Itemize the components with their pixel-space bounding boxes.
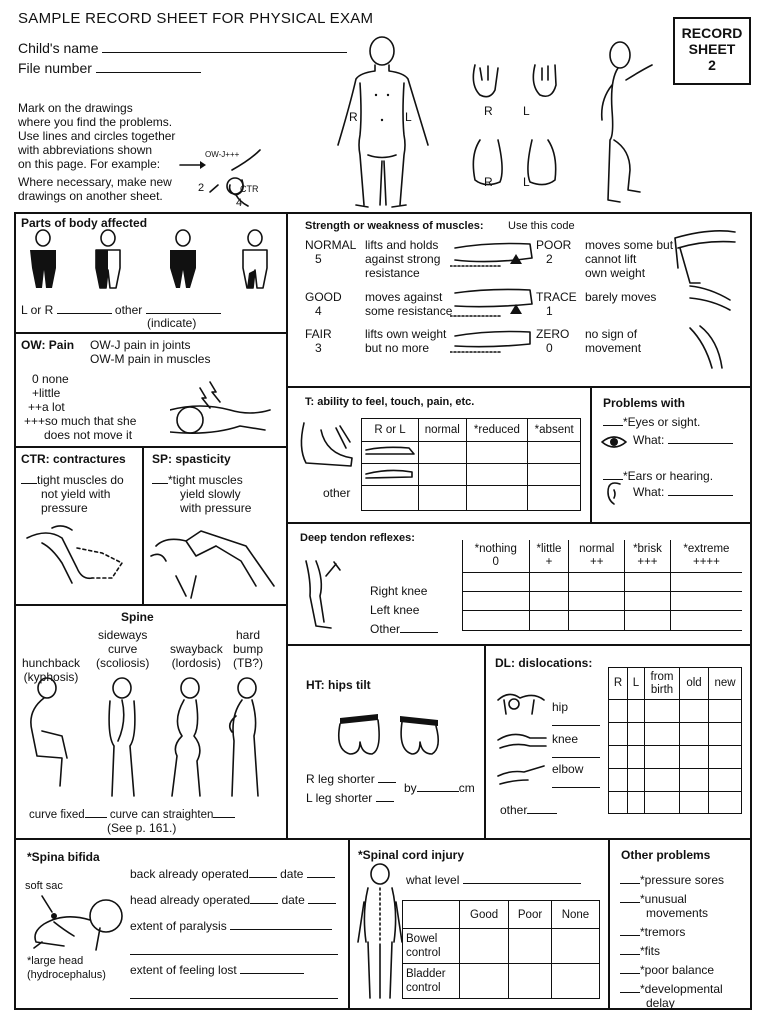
strength-good: GOOD 4 xyxy=(305,290,342,318)
page-title: SAMPLE RECORD SHEET FOR PHYSICAL EXAM xyxy=(18,10,374,27)
strength-normal: NORMAL 5 xyxy=(305,238,357,266)
example-two-label: 2 xyxy=(198,182,205,194)
feel-title: T: ability to feel, touch, pain, etc. xyxy=(305,396,475,408)
side-body-drawing xyxy=(580,40,670,210)
eyes-field[interactable]: *Eyes or sight. xyxy=(603,414,700,429)
sp-drawing xyxy=(146,516,286,600)
strength-fair: FAIR 3 xyxy=(305,327,332,355)
feeling-field[interactable]: extent of feeling lost xyxy=(130,962,338,999)
other-tremors: *tremors xyxy=(620,924,724,939)
dislocations-title: DL: dislocations: xyxy=(495,656,593,670)
hands-r-label: R xyxy=(484,104,493,118)
record-label: RECORD xyxy=(681,25,743,41)
strength-zero-desc: no sign of movement xyxy=(585,327,642,355)
instructions: Mark on the drawings where you find the problems. Use lines and circles together with abbreviations shown on this page. For example: Where necessary, make new drawings on another sheet. xyxy=(18,101,176,203)
spinal-cord-table: Good Poor None Bowel control Bladder control xyxy=(402,900,600,999)
record-sheet-badge xyxy=(673,17,751,85)
front-body-r-label: R xyxy=(349,110,358,124)
hips-by-field[interactable]: by cm xyxy=(404,781,475,795)
feet-r-label: R xyxy=(484,175,493,189)
eye-icon xyxy=(600,434,628,450)
pain-title: OW: Pain xyxy=(21,338,75,352)
parts-indicate-label: (indicate) xyxy=(147,316,197,330)
other-fits: *fits xyxy=(620,943,724,958)
dislocation-joints-drawing xyxy=(494,690,550,790)
strength-poor-desc: moves some but cannot lift own weight xyxy=(585,238,674,280)
strength-trace-desc: barely moves xyxy=(585,290,657,304)
hips-drawing xyxy=(330,710,450,760)
other-pressure-sores: *pressure sores xyxy=(620,872,724,887)
other-poor-balance: *poor balance xyxy=(620,962,724,977)
strength-good-desc: moves against some resistance xyxy=(365,290,453,318)
dl-knee-field[interactable]: knee xyxy=(552,732,600,758)
pain-knee-drawing xyxy=(170,380,280,442)
dislocations-table: R L from birth old new xyxy=(608,667,742,814)
sp-title: SP: spasticity xyxy=(152,452,231,466)
soft-sac-label: soft sac xyxy=(25,880,63,892)
spine-scoliosis-label: sideways curve (scoliosis) xyxy=(96,628,150,670)
spine-figures-drawing xyxy=(22,676,282,801)
strength-zero: ZERO 0 xyxy=(536,327,570,355)
other-problems-list[interactable]: *pressure sores *unusual movements *tremors *fits *poor balance *developmental delay xyxy=(620,872,724,1010)
example-owj-label: OW-J+++ xyxy=(205,150,240,159)
example-four-label: 4 xyxy=(236,197,243,209)
back-operated-field[interactable]: back already operated date xyxy=(130,866,335,881)
strength-leg-drawings xyxy=(450,228,740,378)
spine-curve-fields[interactable]: curve fixed curve can straighten xyxy=(29,806,235,821)
feel-table xyxy=(361,418,581,511)
spinal-cord-title: *Spinal cord injury xyxy=(358,848,465,862)
feet-l-label: L xyxy=(523,175,530,189)
file-number-field[interactable] xyxy=(18,60,201,76)
childs-name-label: Child's name xyxy=(18,40,99,56)
strength-code-label: Use this code xyxy=(508,220,575,232)
sp-desc[interactable]: *tight muscles yield slowly with pressure xyxy=(152,472,251,515)
dl-hip-field[interactable]: hip xyxy=(552,700,600,726)
dl-other-field[interactable]: other xyxy=(500,802,557,817)
example-ctr-label: CTR xyxy=(240,184,259,194)
sheet-number: 2 xyxy=(708,57,716,73)
ctr-title: CTR: contractures xyxy=(21,452,126,466)
reflex-left-knee: Left knee xyxy=(370,603,420,617)
parts-lr-field[interactable]: L or R other xyxy=(21,302,221,317)
spinal-figure-drawing xyxy=(356,862,404,1002)
spine-tb-label: hard bump (TB?) xyxy=(233,628,264,670)
reflex-right-knee: Right knee xyxy=(370,584,428,598)
head-operated-field[interactable]: head already operated date xyxy=(130,892,336,907)
large-head-label: *large head (hydrocephalus) xyxy=(27,955,106,981)
childs-name-field[interactable] xyxy=(18,40,347,56)
feel-col-reduced: *reduced xyxy=(466,419,528,442)
hands-feet-drawing xyxy=(460,60,570,200)
problems-with-title: Problems with xyxy=(603,396,686,410)
baby-drawing xyxy=(24,892,124,952)
parts-body-title: Parts of body affected xyxy=(21,216,148,230)
spine-lordosis-label: swayback (lordosis) xyxy=(170,642,223,670)
paralysis-field[interactable]: extent of paralysis xyxy=(130,918,338,955)
strength-fair-desc: lifts own weight but no more xyxy=(365,327,447,355)
hands-l-label: L xyxy=(523,104,530,118)
other-problems-title: Other problems xyxy=(621,848,711,862)
reflex-other[interactable]: Other xyxy=(370,620,438,639)
reflexes-table: *nothing 0 *little + normal ++ *brisk +++ *extreme ++++ xyxy=(462,540,742,631)
childs-name-line[interactable] xyxy=(102,41,347,53)
file-number-line[interactable] xyxy=(96,61,201,73)
hips-fields[interactable]: R leg shorter L leg shorter xyxy=(306,770,396,808)
ears-field[interactable]: *Ears or hearing. xyxy=(603,468,713,483)
reflex-leg-drawing xyxy=(296,556,346,631)
ear-icon xyxy=(606,480,624,506)
front-body-drawing xyxy=(320,35,460,215)
spine-see-label: (See p. 161.) xyxy=(107,821,177,835)
strength-trace: TRACE 1 xyxy=(536,290,577,318)
reflexes-title: Deep tendon reflexes: xyxy=(300,532,415,544)
strength-title: Strength or weakness of muscles: xyxy=(305,220,484,232)
other-unusual-movements: *unusual xyxy=(620,891,724,906)
feel-other-label: other xyxy=(323,486,351,500)
front-body-l-label: L xyxy=(405,110,412,124)
parts-figures-drawing xyxy=(18,228,278,298)
dl-elbow-field[interactable]: elbow xyxy=(552,762,600,788)
ctr-desc[interactable]: tight muscles do not yield with pressure xyxy=(21,472,124,515)
spine-kyphosis-label: hunchback (kyphosis) xyxy=(22,656,81,684)
eyes-what-field[interactable]: What: xyxy=(633,432,733,447)
ears-what-field[interactable]: What: xyxy=(633,484,733,499)
strength-normal-desc: lifts and holds against strong resistance xyxy=(365,238,441,280)
ctr-drawing xyxy=(22,518,142,598)
what-level-field[interactable]: what level xyxy=(406,872,581,887)
feel-col-absent: *absent xyxy=(528,419,581,442)
file-number-label: File number xyxy=(18,60,92,76)
spina-bifida-title: *Spina bifida xyxy=(27,850,100,864)
hips-title: HT: hips tilt xyxy=(306,678,371,692)
sheet-label: SHEET xyxy=(688,41,736,57)
other-developmental-delay: *developmental xyxy=(620,981,724,996)
feel-foot-drawing xyxy=(296,418,361,473)
pain-levels: 0 none +little ++a lot +++so much that she does not move it xyxy=(24,372,137,442)
strength-poor: POOR 2 xyxy=(536,238,572,266)
feel-col-normal: normal xyxy=(419,419,467,442)
spine-title: Spine xyxy=(121,610,154,624)
pain-types: OW-J pain in joints OW-M pain in muscles xyxy=(90,338,211,366)
feel-col-rl: R or L xyxy=(362,419,419,442)
reflex-row-labels xyxy=(370,582,438,639)
